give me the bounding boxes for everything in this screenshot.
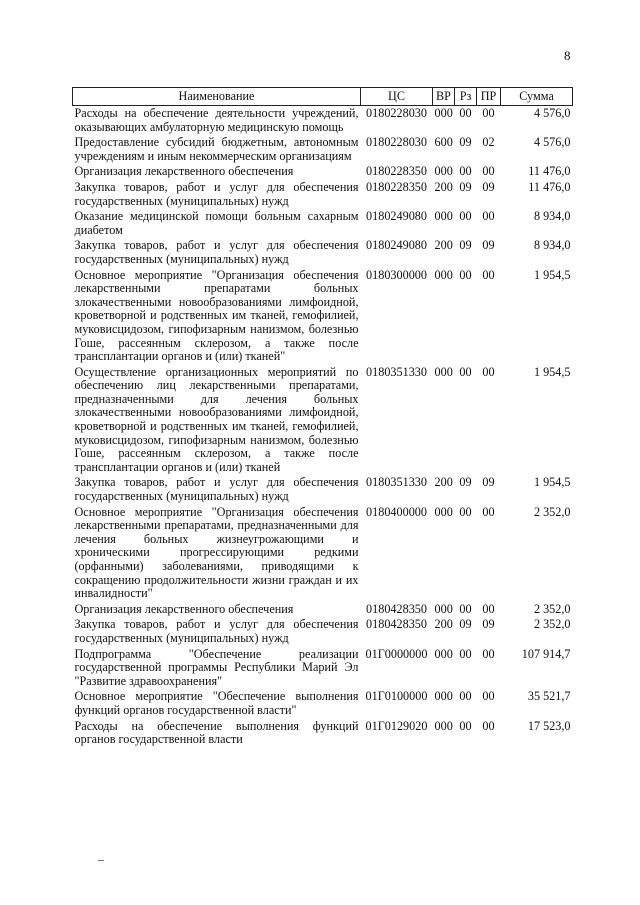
table-body xyxy=(73,106,573,748)
cell-vr: 200 xyxy=(434,475,453,490)
cell-rz: 09 xyxy=(459,238,472,253)
cell-pr: 09 xyxy=(482,238,495,253)
cell-cs: 0180249080 xyxy=(366,209,427,224)
cell-rz: 00 xyxy=(459,689,472,704)
cell-pr: 09 xyxy=(482,617,495,632)
cell-sum: 2 352,0 xyxy=(533,504,571,519)
cell-rz: 00 xyxy=(459,106,472,120)
column-header-vr: ВР xyxy=(433,88,455,106)
cell-cs: 01Г0000000 xyxy=(365,646,428,661)
cell-pr: 00 xyxy=(482,364,495,379)
cell-vr: 200 xyxy=(434,238,453,253)
cell-pr: 09 xyxy=(482,475,495,490)
cell-name: Осуществление организационных мероприятий по обеспечению лиц лекарственными препаратами, предназначенными для лечения больных злокачественными новообразованиями лимфоидной, кроветворной и родственных им тканей, гемофилией, муковисцидозом, гипофизарным нанизмом, болезнью Гоше, рассеянным склерозом, а также после трансплантации органов и (или) тканей xyxy=(74,364,359,474)
cell-rz: 09 xyxy=(459,475,472,490)
cell-sum: 4 576,0 xyxy=(533,135,571,150)
table-row xyxy=(73,180,573,209)
cell-cs: 0180351330 xyxy=(366,475,427,490)
cell-vr: 000 xyxy=(434,601,453,616)
cell-rz: 09 xyxy=(459,617,472,632)
table-row xyxy=(73,106,573,136)
column-header-sum: Сумма xyxy=(501,88,573,106)
cell-rz: 00 xyxy=(459,267,472,282)
cell-name: Подпрограмма "Обеспечение реализации государственной программы Республики Марий Эл "Развитие здравоохранения" xyxy=(74,646,359,688)
cell-name: Основное мероприятие "Организация обеспечения лекарственными препаратами, предназначенными для лечения больных жизнеугрожающими и хроническими прогрессирующими редкими (орфанными) заболеваниями, приводящими к сокращению продолжительности жизни граждан и их инвалидности" xyxy=(74,504,359,601)
cell-rz: 09 xyxy=(459,179,472,194)
budget-table xyxy=(72,87,573,748)
cell-cs: 0180228030 xyxy=(366,135,427,150)
cell-vr: 000 xyxy=(434,106,453,120)
cell-sum: 17 523,0 xyxy=(527,718,571,733)
column-header-cs: ЦС xyxy=(361,88,433,106)
cell-name: Расходы на обеспечение выполнения функций органов государственной власти xyxy=(74,718,359,747)
cell-sum: 2 352,0 xyxy=(533,601,571,616)
cell-cs: 0180249080 xyxy=(366,238,427,253)
cell-rz: 00 xyxy=(459,646,472,661)
cell-sum: 1 954,5 xyxy=(533,267,571,282)
cell-vr: 200 xyxy=(434,617,453,632)
column-header-name: Наименование xyxy=(73,88,361,106)
cell-name: Основное мероприятие "Обеспечение выполнения функций органов государственной власти" xyxy=(74,689,359,717)
cell-pr: 02 xyxy=(482,135,495,150)
cell-rz: 09 xyxy=(459,135,472,150)
cell-vr: 200 xyxy=(434,179,453,194)
table-header xyxy=(73,88,573,106)
table-row xyxy=(73,647,573,690)
cell-cs: 01Г0100000 xyxy=(365,689,428,704)
cell-cs: 0180351330 xyxy=(366,364,427,379)
cell-name: Оказание медицинской помощи больным сахарным диабетом xyxy=(74,209,359,237)
table-row xyxy=(73,164,573,180)
cell-name: Основное мероприятие "Организация обеспечения лекарственными препаратами больных злокачественными новообразованиями лимфоидной, кроветворной и родственных им тканей, гемофилией, муковисцидозом, гипофизарным нанизмом, болезнью Гоше, рассеянным склерозом, а также после трансплантации органов и (или) тканей" xyxy=(74,267,359,364)
cell-vr: 000 xyxy=(434,267,453,282)
cell-cs: 0180400000 xyxy=(366,504,427,519)
table-row xyxy=(73,209,573,238)
page-number: 8 xyxy=(564,48,571,63)
table-row xyxy=(73,268,573,365)
cell-pr: 09 xyxy=(482,179,495,194)
table-row xyxy=(73,135,573,164)
cell-cs: 0180428350 xyxy=(366,601,427,616)
cell-cs: 0180228030 xyxy=(366,106,427,120)
cell-vr: 000 xyxy=(434,504,453,519)
cell-sum: 4 576,0 xyxy=(533,106,571,120)
cell-name: Организация лекарственного обеспечения xyxy=(74,601,294,616)
cell-name: Закупка товаров, работ и услуг для обеспечения государственных (муниципальных) нужд xyxy=(74,238,359,266)
footer-mark xyxy=(98,860,104,861)
cell-pr: 00 xyxy=(482,646,495,661)
cell-pr: 00 xyxy=(482,718,495,733)
cell-vr: 000 xyxy=(434,689,453,704)
cell-pr: 00 xyxy=(482,601,495,616)
cell-name: Закупка товаров, работ и услуг для обеспечения государственных (муниципальных) нужд xyxy=(74,179,359,208)
table-row xyxy=(73,719,573,748)
cell-cs: 0180300000 xyxy=(366,267,427,282)
cell-vr: 000 xyxy=(434,646,453,661)
cell-sum: 8 934,0 xyxy=(533,209,571,224)
cell-pr: 00 xyxy=(482,504,495,519)
cell-cs: 0180228350 xyxy=(366,179,427,194)
cell-sum: 35 521,7 xyxy=(527,689,571,704)
table-row xyxy=(73,602,573,618)
cell-pr: 00 xyxy=(482,209,495,224)
table-row xyxy=(73,365,573,476)
column-header-pr: ПР xyxy=(477,88,501,106)
table-row xyxy=(73,689,573,718)
cell-vr: 000 xyxy=(434,364,453,379)
cell-name: Закупка товаров, работ и услуг для обеспечения государственных (муниципальных) нужд xyxy=(74,617,359,645)
cell-vr: 600 xyxy=(434,135,453,150)
cell-name: Предоставление субсидий бюджетным, автономным учреждениям и иным некоммерческим организациям xyxy=(74,135,359,163)
cell-cs: 01Г0129020 xyxy=(365,718,428,733)
table-row xyxy=(73,617,573,646)
cell-rz: 00 xyxy=(459,209,472,224)
cell-cs: 0180428350 xyxy=(366,617,427,632)
cell-sum: 11 476,0 xyxy=(528,164,571,179)
cell-vr: 000 xyxy=(434,164,453,179)
cell-vr: 000 xyxy=(434,209,453,224)
cell-pr: 00 xyxy=(482,164,495,179)
cell-rz: 00 xyxy=(459,718,472,733)
table-row xyxy=(73,238,573,267)
column-header-rz: Рз xyxy=(455,88,477,106)
cell-rz: 00 xyxy=(459,364,472,379)
cell-rz: 00 xyxy=(459,164,472,179)
cell-sum: 11 476,0 xyxy=(528,179,571,194)
cell-cs: 0180228350 xyxy=(366,164,427,179)
table-row xyxy=(73,475,573,504)
cell-rz: 00 xyxy=(459,504,472,519)
table-row xyxy=(73,505,573,602)
cell-sum: 107 914,7 xyxy=(521,646,571,661)
cell-sum: 1 954,5 xyxy=(533,475,571,490)
cell-pr: 00 xyxy=(482,267,495,282)
cell-rz: 00 xyxy=(459,601,472,616)
cell-name: Организация лекарственного обеспечения xyxy=(74,164,294,179)
cell-sum: 1 954,5 xyxy=(533,364,571,379)
cell-sum: 8 934,0 xyxy=(533,238,571,253)
cell-pr: 00 xyxy=(482,689,495,704)
cell-pr: 00 xyxy=(482,106,495,120)
cell-name: Расходы на обеспечение деятельности учреждений, оказывающих амбулаторную медицинскую помощь xyxy=(74,106,359,134)
cell-vr: 000 xyxy=(434,718,453,733)
cell-sum: 2 352,0 xyxy=(533,617,571,632)
cell-name: Закупка товаров, работ и услуг для обеспечения государственных (муниципальных) нужд xyxy=(74,475,359,504)
